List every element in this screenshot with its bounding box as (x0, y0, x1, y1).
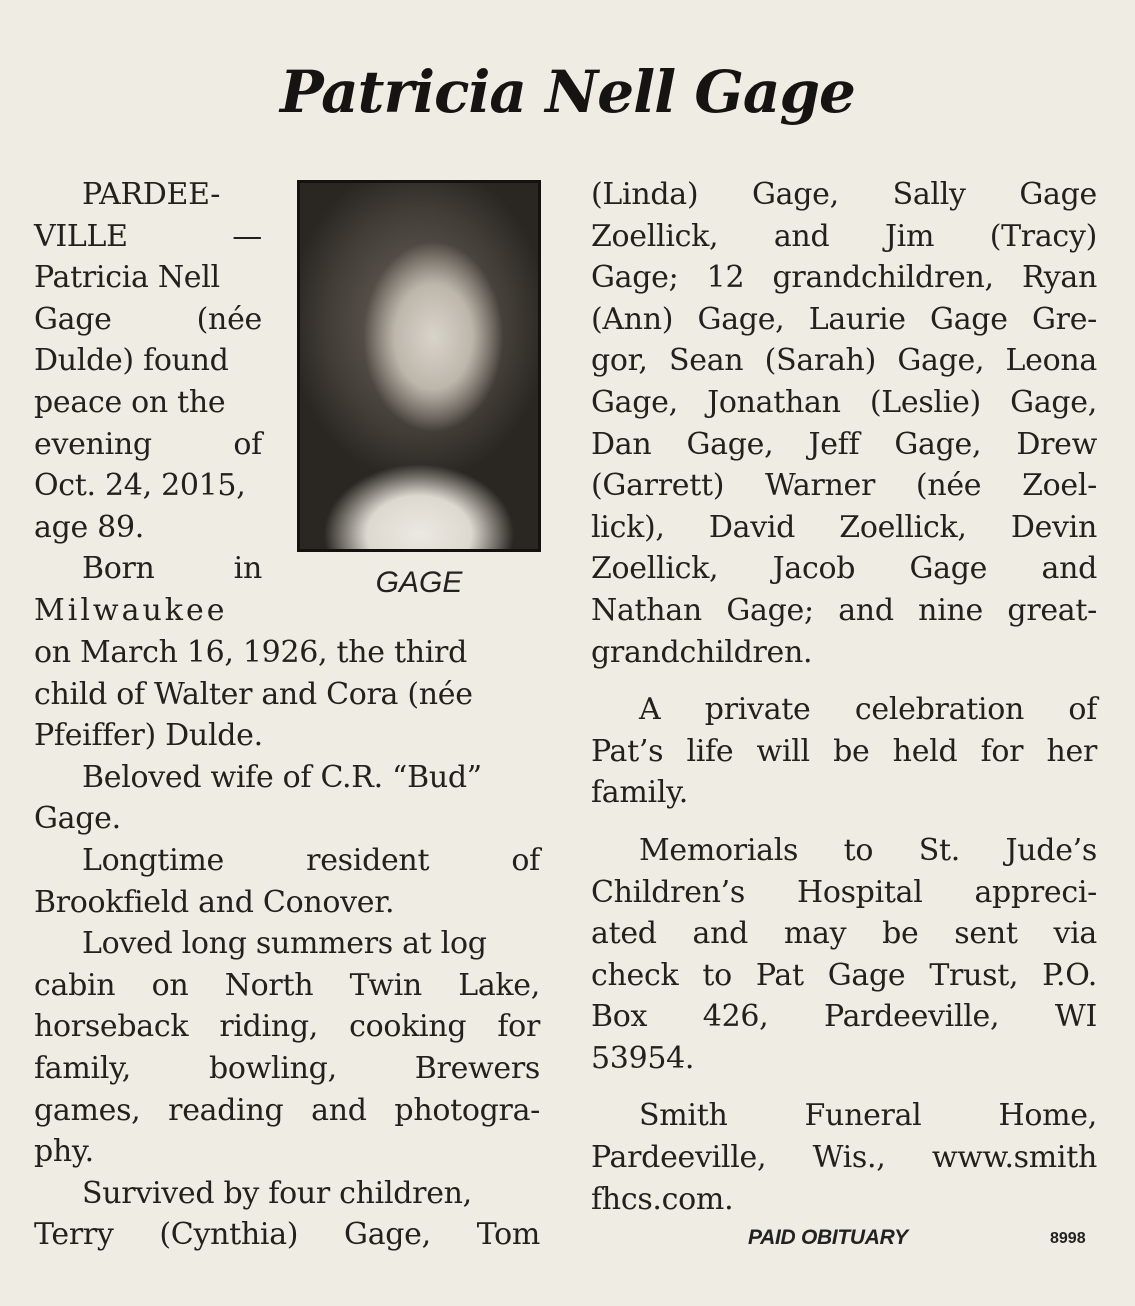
left-column-bottom (34, 632, 540, 1256)
text-line: Gage, Jonathan (Leslie) Gage, (591, 384, 1097, 420)
text-line: Patricia Nell (34, 260, 220, 296)
obituary-title: Patricia Nell Gage (280, 58, 855, 126)
text-line: ated and may be sent via (591, 916, 1097, 952)
text-line: (Garrett) Warner (née Zoel- (591, 468, 1097, 504)
photo-caption: GAGE (375, 566, 463, 599)
text-line: age 89. (34, 509, 144, 545)
text-line: Milwaukee (34, 592, 228, 628)
text-line: lick), David Zoellick, Devin (591, 509, 1097, 545)
text-line: Oct. 24, 2015, (34, 468, 246, 504)
text-line: 53954. (591, 1040, 695, 1076)
text-line: Born in (82, 551, 262, 587)
text-line: Longtime resident of (82, 842, 540, 878)
text-line: peace on the (34, 384, 226, 420)
text-line: Dan Gage, Jeff Gage, Drew (591, 426, 1097, 462)
right-column (591, 174, 1097, 1220)
text-line: Loved long summers at log (82, 926, 487, 962)
text-line: (Ann) Gage, Laurie Gage Gre- (591, 301, 1097, 337)
text-line: VILLE — (34, 218, 262, 254)
paid-obituary-label: PAID OBITUARY (748, 1226, 908, 1249)
text-line: evening of (34, 426, 262, 462)
text-line: Zoellick, and Jim (Tracy) (591, 218, 1097, 254)
text-line: phy. (34, 1134, 94, 1170)
text-line: Dulde) found (34, 343, 229, 379)
text-line: Pfeiffer) Dulde. (34, 718, 263, 754)
text-line: on March 16, 1926, the third (34, 635, 467, 670)
text-line: Box 426, Pardeeville, WI (591, 999, 1097, 1035)
ad-code: 8998 (1050, 1230, 1086, 1247)
text-line: Memorials to St. Jude’s (639, 832, 1097, 868)
text-line: grandchildren. (591, 634, 813, 670)
text-line: cabin on North Twin Lake, (34, 967, 540, 1003)
text-line: Smith Funeral Home, (639, 1098, 1097, 1134)
text-line: Zoellick, Jacob Gage and (591, 551, 1097, 587)
text-line: Gage (née (34, 301, 262, 337)
text-line: games, reading and photogra- (34, 1092, 540, 1128)
text-line: gor, Sean (Sarah) Gage, Leona (591, 343, 1097, 379)
text-line: PARDEE- (82, 177, 221, 212)
text-line: Gage. (34, 801, 121, 837)
text-line: Brookfield and Conover. (34, 884, 395, 920)
text-line: family, bowling, Brewers (34, 1050, 540, 1086)
text-line: Pat’s life will be held for her (591, 733, 1097, 769)
text-line: Gage; 12 grandchildren, Ryan (591, 260, 1097, 296)
text-line: Children’s Hospital appreci- (591, 874, 1097, 910)
text-line: fhcs.com. (591, 1181, 734, 1217)
text-line: (Linda) Gage, Sally Gage (591, 177, 1097, 212)
text-line: horseback riding, cooking for (34, 1009, 540, 1045)
text-line: Pardeeville, Wis., www.smith (591, 1140, 1097, 1176)
text-line: child of Walter and Cora (née (34, 676, 473, 712)
text-line: Terry (Cynthia) Gage, Tom (34, 1217, 540, 1253)
text-line: Survived by four children, (82, 1175, 472, 1211)
text-line: Beloved wife of C.R. “Bud” (82, 759, 482, 795)
text-line: check to Pat Gage Trust, P.O. (591, 957, 1097, 993)
text-line: family. (591, 775, 689, 811)
left-column-top (34, 174, 262, 632)
text-line: A private celebration of (639, 692, 1097, 728)
portrait-photo (297, 180, 541, 552)
text-line: Nathan Gage; and nine great- (591, 592, 1097, 628)
